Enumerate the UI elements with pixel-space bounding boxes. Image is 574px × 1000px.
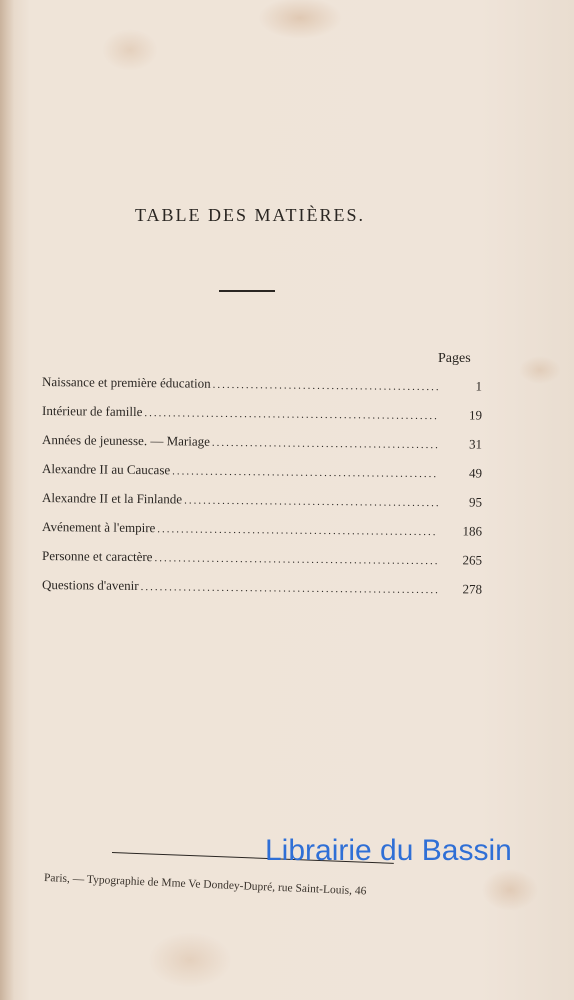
toc-entry-title: Avénement à l'empire bbox=[41, 519, 156, 536]
table-of-contents bbox=[42, 374, 482, 606]
toc-leader-dots bbox=[212, 437, 438, 451]
toc-entry bbox=[42, 403, 482, 437]
pages-column-header: Pages bbox=[438, 351, 471, 366]
toc-leader-dots bbox=[141, 581, 439, 596]
page-binding-edge bbox=[0, 0, 14, 1000]
toc-entry bbox=[42, 461, 482, 495]
toc-entry-page: 1 bbox=[475, 378, 483, 394]
toc-entry-title: Naissance et première éducation bbox=[41, 374, 211, 391]
toc-leader-dots bbox=[154, 552, 438, 567]
toc-entry bbox=[42, 519, 482, 553]
toc-entry-page: 31 bbox=[468, 436, 483, 452]
toc-entry bbox=[42, 548, 482, 582]
toc-entry-page: 95 bbox=[468, 494, 483, 510]
title-divider bbox=[219, 290, 275, 292]
toc-entry bbox=[42, 577, 482, 611]
toc-entry-page: 49 bbox=[468, 465, 483, 481]
toc-entry-title: Alexandre II au Caucase bbox=[41, 461, 171, 478]
toc-entry-title: Personne et caractère bbox=[41, 548, 153, 565]
page-title: TABLE DES MATIÈRES. bbox=[134, 205, 366, 225]
toc-entry-title: Alexandre II et la Finlande bbox=[41, 490, 183, 507]
toc-leader-dots bbox=[172, 465, 438, 480]
toc-leader-dots bbox=[157, 523, 438, 538]
toc-leader-dots bbox=[144, 407, 438, 422]
toc-entry-title: Questions d'avenir bbox=[41, 577, 139, 594]
toc-entry-page: 19 bbox=[468, 407, 483, 423]
toc-entry-title: Années de jeunesse. — Mariage bbox=[41, 432, 211, 449]
bookseller-watermark: Librairie du Bassin bbox=[265, 834, 512, 867]
toc-entry bbox=[42, 432, 482, 466]
toc-entry-page: 278 bbox=[462, 581, 483, 597]
toc-leader-dots bbox=[213, 379, 439, 393]
printer-imprint: Paris, — Typographie de Mme Ve Dondey-Dupré, rue Saint-Louis, 46 bbox=[43, 872, 367, 898]
toc-entry bbox=[42, 374, 482, 408]
toc-entry-page: 265 bbox=[462, 552, 483, 568]
toc-entry-title: Intérieur de famille bbox=[41, 403, 143, 420]
toc-entry bbox=[42, 490, 482, 524]
toc-entry-page: 186 bbox=[462, 523, 483, 539]
toc-leader-dots bbox=[184, 494, 438, 509]
